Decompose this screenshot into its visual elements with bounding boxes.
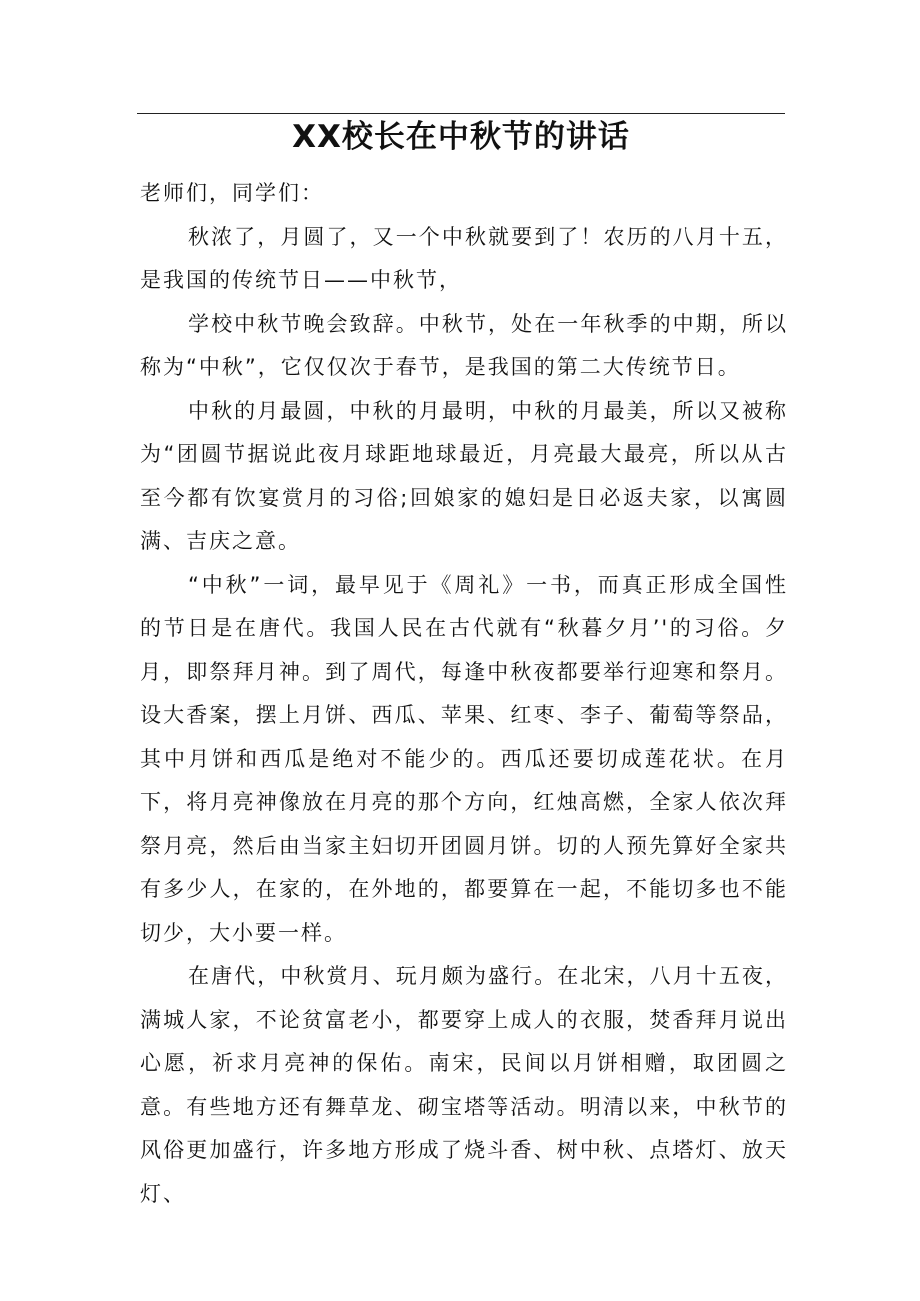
- header-rule: [137, 113, 785, 114]
- paragraph-3: 中秋的月最圆，中秋的月最明，中秋的月最美，所以又被称为“团圆节据说此夜月球距地球最近，月亮最大最亮，所以从古至今都有饮宴赏月的习俗;回娘家的媳妇是日必返夫家，以寓圆满、吉庆之意。: [140, 398, 788, 553]
- salutation: 老师们，同学们：: [140, 181, 324, 205]
- paragraph-1: 秋浓了，月圆了，又一个中秋就要到了！农历的八月十五，是我国的传统节日——中秋节，: [140, 224, 788, 292]
- paragraph-4: “中秋”一词，最早见于《周礼》一书，而真正形成全国性的节日是在唐代。我国人民在古代就有“秋暮夕月’'的习俗。夕月，即祭拜月神。到了周代，每逢中秋夜都要举行迎寒和祭月。设大香案，摆上月饼、西瓜、苹果、红枣、李子、葡萄等祭品，其中月饼和西瓜是绝对不能少的。西瓜还要切成莲花状。在月下，将月亮神像放在月亮的那个方向，红烛高燃，全家人依次拜祭月亮，然后由当家主妇切开团圆月饼。切的人预先算好全家共有多少人，在家的，在外地的，都要算在一起，不能切多也不能切少，大小要一样。: [140, 572, 788, 945]
- document-title: XX校长在中秋节的讲话: [292, 119, 630, 155]
- paragraph-5: 在唐代，中秋赏月、玩月颇为盛行。在北宋，八月十五夜，满城人家，不论贫富老小，都要穿上成人的衣服，焚香拜月说出心愿，祈求月亮神的保佑。南宋，民间以月饼相赠，取团圆之意。有些地方还有舞草龙、砌宝塔等活动。明清以来，中秋节的风俗更加盛行，许多地方形成了烧斗香、树中秋、点塔灯、放天灯、: [140, 964, 788, 1206]
- paragraph-2: 学校中秋节晚会致辞。中秋节，处在一年秋季的中期，所以称为“中秋”，它仅仅次于春节，是我国的第二大传统节日。: [140, 311, 788, 379]
- document-body: [140, 172, 788, 1216]
